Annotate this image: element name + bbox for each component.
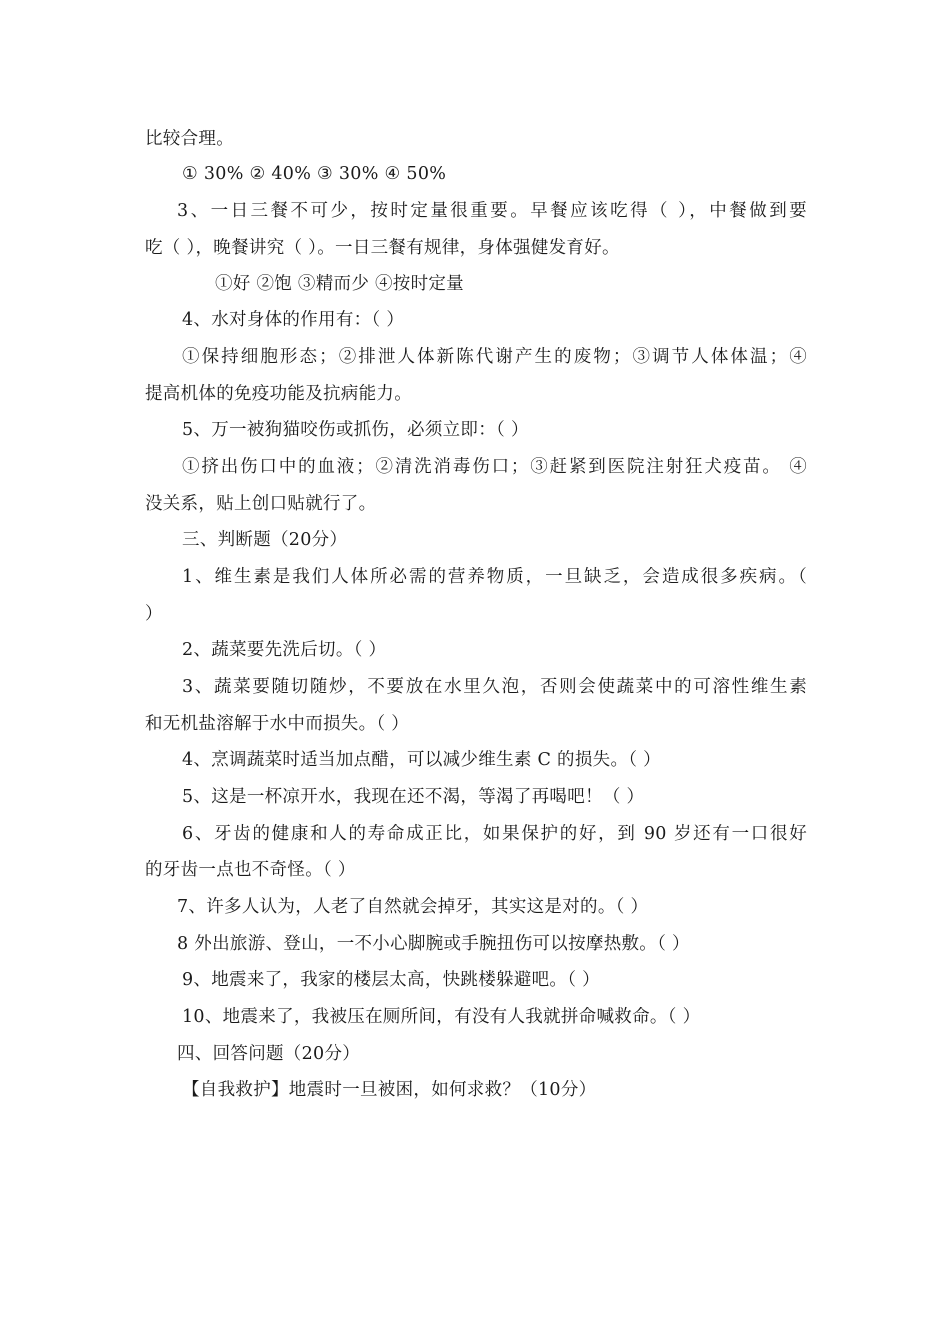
section-heading: 三、判断题（20分） [182,530,348,550]
option-line: ①挤出伤口中的血液；②清洗消毒伤口；③赶紧到医院注射狂犬疫苗。 ④ [182,457,807,477]
section-heading: 四、回答问题（20分） [177,1044,361,1064]
question-line: 5、这是一杯凉开水，我现在还不渴，等渴了再喝吧！（ ） [182,787,645,807]
question-line: 1、维生素是我们人体所必需的营养物质，一旦缺乏，会造成很多疾病。（ [182,567,807,587]
question-line: 6、牙齿的健康和人的寿命成正比，如果保护的好，到 90 岁还有一口很好 [182,824,807,844]
question-line: 8 外出旅游、登山，一不小心脚腕或手腕扭伤可以按摩热敷。（ ） [177,934,690,954]
text-line: ） [145,604,163,624]
text-line: 比较合理。 [145,129,234,149]
question-line: 4、水对身体的作用有：（ ） [182,310,405,330]
question-line: 3、蔬菜要随切随炒，不要放在水里久泡，否则会使蔬菜中的可溶性维生素 [182,677,807,697]
option-line: ① 30% ② 40% ③ 30% ④ 50% [182,164,447,184]
question-line: 【自我救护】地震时一旦被困，如何求救？（10分） [182,1080,597,1100]
option-line: ①保持细胞形态；②排泄人体新陈代谢产生的废物；③调节人体体温；④ [182,347,807,367]
text-line: 吃（ ），晚餐讲究（ ）。一日三餐有规律，身体强健发育好。 [145,238,620,258]
question-line: 3、一日三餐不可少，按时定量很重要。早餐应该吃得（ ），中餐做到要 [177,201,807,221]
question-line: 7、许多人认为，人老了自然就会掉牙，其实这是对的。（ ） [177,897,649,917]
text-line: 提高机体的免疫功能及抗病能力。 [145,384,412,404]
text-line: 没关系，贴上创口贴就行了。 [145,494,377,514]
text-line: 的牙齿一点也不奇怪。（ ） [145,860,356,880]
question-line: 10、地震来了，我被压在厕所间，有没有人我就拼命喊救命。（ ） [182,1007,701,1027]
question-line: 5、万一被狗猫咬伤或抓伤，必须立即：（ ） [182,420,529,440]
text-line: 和无机盐溶解于水中而损失。（ ） [145,714,410,734]
option-line: ①好 ②饱 ③精而少 ④按时定量 [215,274,464,294]
question-line: 2、蔬菜要先洗后切。（ ） [182,640,387,660]
question-line: 9、地震来了，我家的楼层太高，快跳楼躲避吧。（ ） [182,970,600,990]
question-line: 4、烹调蔬菜时适当加点醋，可以减少维生素 C 的损失。（ ） [182,750,661,770]
